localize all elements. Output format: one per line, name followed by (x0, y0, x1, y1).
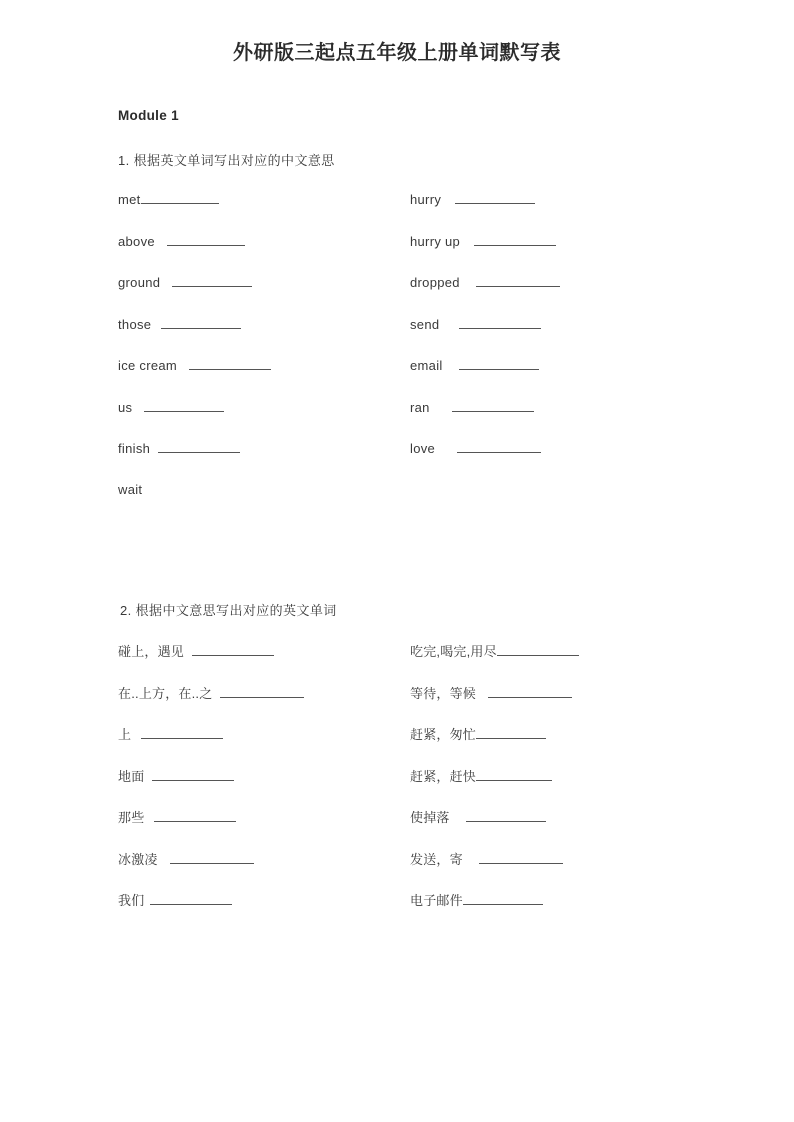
word-entry (410, 274, 560, 316)
word-entry (410, 641, 579, 683)
word-entry (118, 641, 304, 683)
word-entry (118, 766, 304, 808)
entry-term: email (410, 358, 443, 373)
word-entry (410, 191, 560, 233)
entry-term: 赶紧，匆忙 (410, 727, 477, 742)
entry-term: 发送，寄 (410, 851, 463, 867)
answer-blank[interactable] (158, 440, 240, 453)
entry-term: ice cream (118, 358, 178, 373)
answer-blank[interactable] (479, 851, 563, 864)
word-entry (118, 233, 271, 275)
word-entry (118, 683, 304, 725)
section-2-left-column (118, 641, 304, 932)
entry-term: 上 (118, 727, 132, 742)
entry-term: love (410, 441, 436, 456)
word-entry (118, 316, 271, 358)
answer-blank[interactable] (474, 233, 556, 246)
word-entry (410, 683, 579, 725)
entry-term: wait (118, 481, 143, 497)
entry-term: hurry (410, 192, 442, 207)
entry-term: 那些 (118, 810, 145, 825)
entry-term: 吃完,喝完,用尽 (410, 644, 497, 659)
answer-blank[interactable] (141, 726, 223, 739)
word-entry (410, 724, 579, 766)
entry-term: met (118, 192, 141, 207)
answer-blank[interactable] (189, 357, 271, 370)
answer-blank[interactable] (152, 768, 234, 781)
entry-term: hurry up (410, 233, 461, 249)
entry-term: 等待，等候 (410, 685, 477, 701)
answer-blank[interactable] (141, 191, 219, 204)
answer-blank[interactable] (150, 892, 232, 905)
word-entry (410, 233, 560, 275)
answer-blank[interactable] (170, 851, 254, 864)
answer-blank[interactable] (452, 399, 534, 412)
section-2-right-column (410, 641, 579, 932)
entry-term: those (118, 316, 152, 332)
answer-blank[interactable] (459, 316, 541, 329)
word-entry (410, 357, 560, 399)
entry-term: dropped (410, 275, 460, 290)
answer-blank[interactable] (497, 643, 579, 656)
entry-term: ground (118, 275, 161, 290)
module-heading: Module 1 (118, 108, 179, 123)
answer-blank[interactable] (476, 274, 560, 287)
section-1-left-column (118, 191, 271, 523)
word-entry (118, 440, 271, 482)
section-2-heading: 2. 根据中文意思写出对应的英文单词 (120, 603, 337, 618)
word-entry (118, 890, 304, 932)
word-entry (118, 482, 271, 524)
entry-term: 在..上方，在..之 (118, 685, 213, 701)
answer-blank[interactable] (457, 440, 541, 453)
answer-blank[interactable] (476, 726, 546, 739)
entry-term: above (118, 233, 155, 249)
entry-term: 冰激凌 (118, 851, 158, 867)
entry-term: 碰上，遇见 (118, 644, 185, 659)
answer-blank[interactable] (220, 685, 304, 698)
answer-blank[interactable] (192, 643, 274, 656)
entry-term: ran (410, 399, 430, 415)
answer-blank[interactable] (161, 316, 241, 329)
entry-term: us (118, 399, 133, 415)
word-entry (118, 807, 304, 849)
word-entry (410, 766, 579, 808)
word-entry (118, 357, 271, 399)
entry-term: 地面 (118, 768, 145, 784)
word-entry (118, 849, 304, 891)
entry-term: 电子邮件 (410, 893, 463, 908)
entry-term: 我们 (118, 893, 145, 908)
answer-blank[interactable] (466, 809, 546, 822)
answer-blank[interactable] (154, 809, 236, 822)
entry-term: send (410, 316, 440, 332)
answer-blank[interactable] (144, 399, 224, 412)
word-entry (410, 316, 560, 358)
answer-blank[interactable] (476, 768, 552, 781)
answer-blank[interactable] (459, 357, 539, 370)
entry-term: 使掉落 (410, 810, 450, 825)
word-entry (410, 807, 579, 849)
entry-term: finish (118, 441, 151, 456)
answer-blank[interactable] (167, 233, 245, 246)
word-entry (118, 191, 271, 233)
answer-blank[interactable] (172, 274, 252, 287)
word-entry (410, 849, 579, 891)
section-1-heading: 1. 根据英文单词写出对应的中文意思 (118, 153, 335, 168)
word-entry (118, 399, 271, 441)
word-entry (410, 440, 560, 482)
entry-term: 赶紧，赶快 (410, 768, 477, 784)
word-entry (118, 724, 304, 766)
answer-blank[interactable] (463, 892, 543, 905)
word-entry (410, 890, 579, 932)
answer-blank[interactable] (455, 191, 535, 204)
word-entry (410, 399, 560, 441)
word-entry (118, 274, 271, 316)
page-title: 外研版三起点五年级上册单词默写表 (233, 42, 561, 64)
section-1-right-column (410, 191, 560, 482)
answer-blank[interactable] (488, 685, 572, 698)
